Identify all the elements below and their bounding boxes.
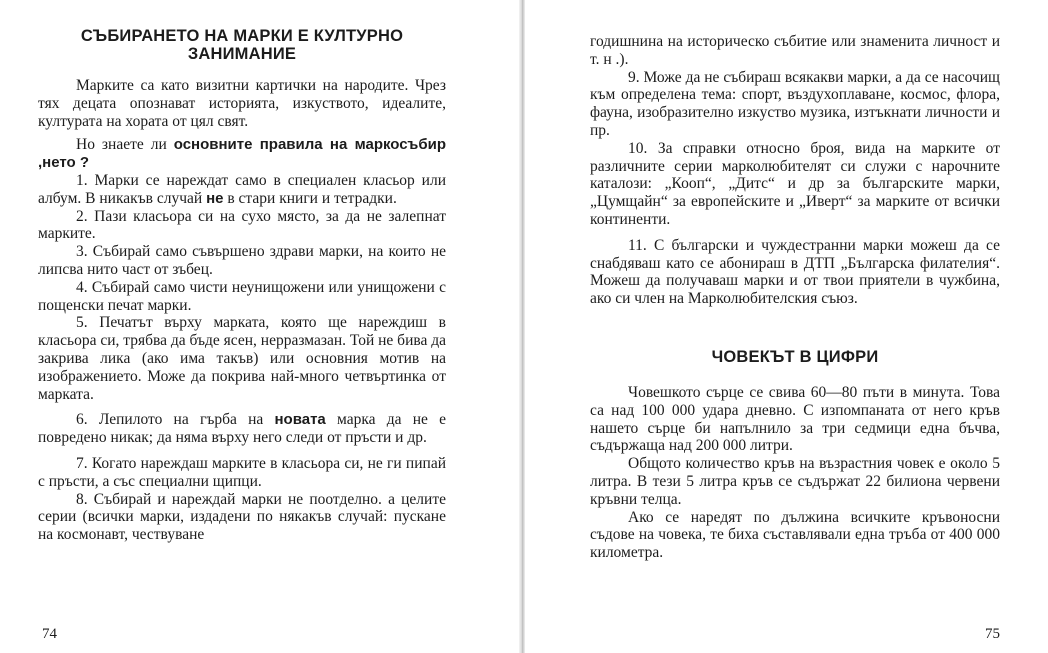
right-page	[590, 0, 1000, 653]
question-text: Но знаете ли	[76, 136, 174, 154]
rule-8-continuation: годишнина на историческо събитие или знаменита личност и т. н .).	[590, 33, 1000, 68]
heart-paragraph: Човешкото сърце се свива 60—80 пъти в минута. Това са над 100 000 удара дневно. С изпомпаната от него кръв нашето сърце би напълнило за три седмици една бъчва, съдържаща над 200 000 литри.	[590, 383, 1000, 455]
rule-2: 2. Пази класьора си на сухо място, за да не залепнат марките.	[38, 207, 446, 243]
rule-8: 8. Събирай и нареждай марки не поотделно. а целите серии (всички марки, издадени по някакъв случай: пускане на космонавт, чествуване	[38, 490, 446, 544]
right-page-body	[590, 33, 1000, 562]
rule-5: 5. Печатът върху марката, която ще нареждиш в класьора си, трябва да бъде ясен, нерразмазан. Той не бива да закрива лика (ако има такъв) или основния мотив на изображението. Може да покрива най-много четвъртинка от марката.	[38, 314, 446, 403]
vessels-paragraph: Ако се наредят по дължина всичките кръвоносни съдове на човека, те биха съставлявали една тръба от 400 000 километра.	[590, 508, 1000, 562]
book-gutter	[519, 0, 525, 653]
left-page-title: СЪБИРАНЕТО НА МАРКИ Е КУЛТУРНО ЗАНИМАНИЕ	[80, 27, 404, 63]
blood-paragraph: Общото количество кръв на възрастния човек е около 5 литра. В тези 5 литра кръв се съдържат 22 билиона червени кръвни телца.	[590, 455, 1000, 508]
rule-11: 11. С български и чуждестранни марки можеш да се снабдяваш като се абонираш в ДТП „Българска филателия“. Можеш да получаваш марки и от твои приятели в чужбина, ако си член на Марколюбителския съюз.	[590, 236, 1000, 308]
question-bold-text: основните правила на маркосъбир ,нето ?	[38, 136, 446, 172]
rule-6	[38, 411, 446, 447]
right-page-title: ЧОВЕКЪТ В ЦИФРИ	[711, 347, 879, 366]
rule-1-text-a: 1. Марки се нареждат само в специален класьор или албум. В никакъв случай	[38, 171, 446, 207]
rule-9: 9. Може да не събираш всякакви марки, а да се насочищ към определена тема: спорт, въздухоплаване, космос, флора, фауна, изобразително изкуство музика, изтъкнати личности и пр.	[590, 68, 1000, 139]
page-number-left: 74	[42, 626, 57, 642]
rules-question	[38, 136, 446, 172]
rule-7: 7. Когато нареждаш марките в класьора си, не ги пипай с пръсти, а със специални щипци.	[38, 454, 446, 490]
page-number-right: 75	[985, 626, 1000, 642]
rule-1-text-b: в стари книги и тетрадки.	[223, 189, 397, 207]
rule-6-bold: новата	[274, 411, 326, 429]
rule-6-text-a: 6. Лепилото на гърба на	[76, 411, 275, 429]
rule-4: 4. Събирай само чисти неунищожени или унищожени с пощенски печат марки.	[38, 278, 446, 314]
rule-6-text-b: марка да не е повредено никак; да няма върху него следи от пръсти и др.	[38, 411, 447, 447]
rule-1-bold: не	[206, 189, 224, 207]
intro-paragraph: Марките са като визитни картички на народите. Чрез тях децата опознават историята, изкуството, идеалите, културата на хората от цял свят.	[38, 77, 446, 130]
left-page	[38, 0, 446, 653]
rule-3: 3. Събирай само съвършено здрави марки, на които не липсва нито част от зъбец.	[38, 243, 446, 278]
rule-10: 10. За справки относно броя, вида на марките от различните серии марколюбителят си служи с нарочните каталози: „Кооп“, „Дитс“ и др за българските марки, „Цумщайн“ за европейските и „Иверт“ за марките от всички континенти.	[590, 139, 1000, 228]
left-page-body	[38, 77, 446, 544]
rule-1	[38, 172, 446, 208]
